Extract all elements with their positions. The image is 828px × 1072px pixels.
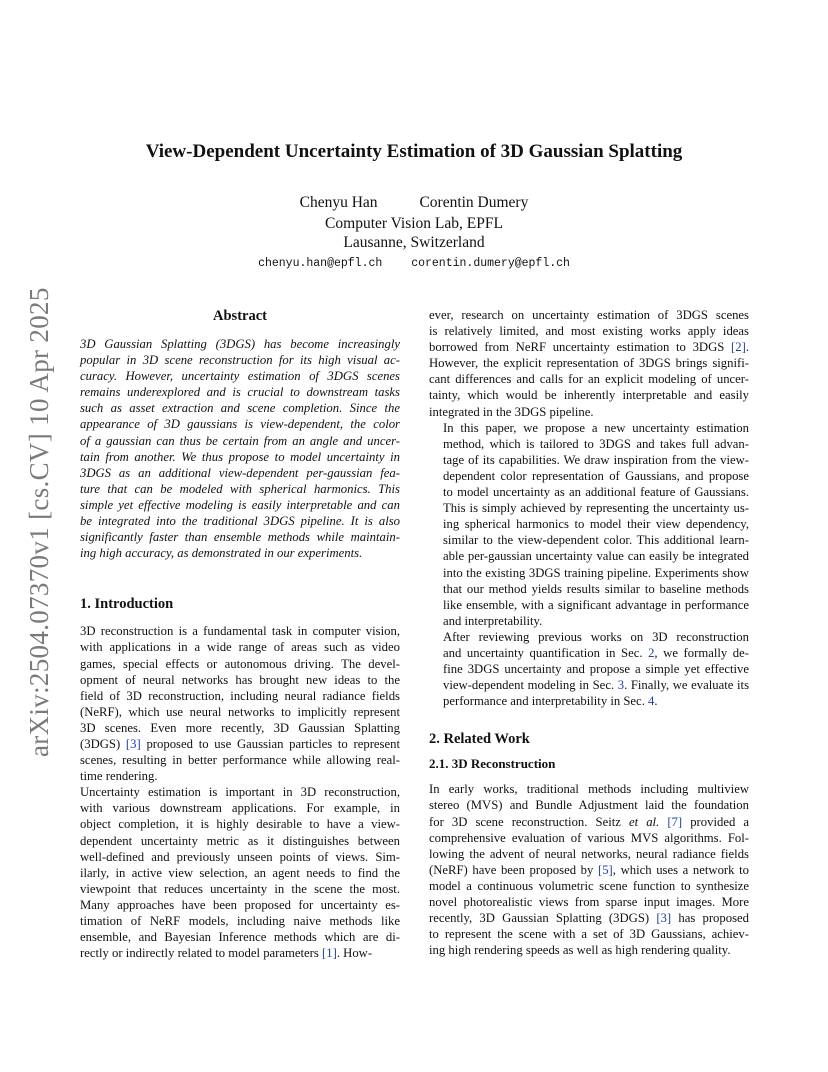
text-line: However, the explicit representation of 3DGS brings signifi- — [429, 356, 749, 371]
citation-link[interactable]: [1] — [322, 946, 337, 961]
text-fragment: . — [654, 694, 658, 709]
text-line: tage of its capabilities. We draw inspiration from the view- — [443, 452, 749, 467]
text-line: popular in 3D scene reconstruction for its high visual ac- — [80, 353, 400, 368]
text-line: ilarly, in active view selection, an agent needs to find the — [80, 865, 400, 880]
text-line: ing high rendering speeds as well as high rendering quality. — [429, 943, 731, 958]
text-line — [80, 945, 400, 961]
intro-paragraph-continued — [429, 307, 749, 420]
text-line — [429, 339, 749, 355]
text-line: comprehensive evaluation of various MVS algorithms. Fol- — [429, 830, 749, 845]
citation-link[interactable]: [3] — [125, 736, 141, 751]
text-line — [429, 814, 749, 830]
citation-link[interactable]: [5] — [597, 862, 613, 877]
text-line: In this paper, we propose a new uncertainty estimation — [443, 420, 749, 435]
text-line: cant differences and calls for an explicit modeling of uncer- — [429, 372, 749, 387]
text-fragment: proposed to use Gaussian particles to represent — [140, 736, 400, 751]
citation-link[interactable]: 3 — [617, 678, 625, 693]
subsection-heading-3d-reconstruction: 2.1. 3D Reconstruction — [429, 756, 556, 772]
citation-link[interactable]: [2] — [731, 340, 746, 355]
text-line: 3D Gaussian Splatting (3DGS) has become increasingly — [80, 337, 400, 351]
text-fragment: (NeRF) have been proposed by — [429, 862, 598, 877]
text-line: be integrated into the traditional 3DGS pipeline. It is also — [80, 514, 400, 529]
text-line: and interpretability. — [443, 613, 543, 628]
text-fragment: borrowed from NeRF uncertainty estimation to 3DGS — [429, 340, 732, 355]
arxiv-identifier — [14, 285, 60, 760]
text-line: like ensemble, with a significant advantage in performance — [443, 597, 749, 612]
citation-link[interactable]: [3] — [656, 911, 672, 926]
text-line: In early works, traditional methods including multiview — [429, 782, 749, 797]
text-line: such as asset extraction and scene completion. Since the — [80, 401, 400, 416]
text-fragment: , which uses a network to — [612, 862, 749, 877]
text-line: fine 3DGS uncertainty and propose a simple yet effective — [443, 662, 749, 677]
text-fragment: provided a — [682, 814, 750, 829]
text-line: into the existing 3DGS training pipeline. Experiments show — [443, 565, 749, 580]
author-name: Chenyu Han — [299, 194, 378, 211]
italic-text: et al. — [628, 814, 660, 829]
paper-title: View-Dependent Uncertainty Estimation of 3D Gaussian Splatting — [145, 141, 683, 162]
text-line: field of 3D reconstruction, including neural radiance fields — [80, 688, 400, 703]
text-line: time rendering. — [80, 769, 158, 784]
section-heading-related-work: 2. Related Work — [429, 731, 530, 748]
text-line: method, which is tailored to 3DGS and takes full advan- — [443, 436, 749, 451]
text-line: novel photorealistic views from sparse input images. More — [429, 895, 749, 909]
text-line: remains underexplored and is crucial to downstream tasks — [80, 385, 400, 400]
text-fragment: (3DGS) — [80, 736, 126, 751]
text-line — [429, 693, 749, 709]
intro-paragraph — [429, 420, 749, 629]
related-work-paragraph — [429, 781, 749, 958]
text-fragment: rectly or indirectly related to model parameters — [80, 946, 323, 961]
text-line: ensemble, and Bayesian Inference methods which are di- — [80, 930, 400, 945]
text-fragment: has proposed — [671, 911, 749, 926]
text-line: games, special effects or autonomous driving. The devel- — [80, 656, 400, 671]
citation-link[interactable]: [7] — [667, 814, 683, 829]
abstract-heading: Abstract — [213, 308, 267, 324]
text-fragment: recently, 3D Gaussian Splatting (3DGS) — [429, 911, 657, 926]
text-fragment: . — [745, 340, 749, 355]
text-line: (NeRF), which use neural networks to implicitly represent — [80, 704, 400, 719]
text-line: of a gaussian can thus be certain from an angle and uncer- — [80, 433, 400, 448]
text-line — [429, 677, 749, 693]
text-line: integrated in the 3DGS pipeline. — [429, 404, 594, 419]
text-line: is relatively limited, and most existing works apply ideas — [429, 324, 749, 339]
author-email: corentin.dumery@epfl.ch — [411, 257, 570, 270]
text-line: This is simply achieved by representing the uncertainty us- — [443, 501, 749, 516]
text-line: stereo (MVS) and Bundle Adjustment laid the foundation — [429, 798, 749, 813]
text-line: tainty, which would be inherently interpretable and easily — [429, 388, 749, 403]
text-line: to model uncertainty as an additional feature of Gaussians. — [443, 485, 749, 500]
text-fragment: view-dependent modeling in Sec. — [443, 678, 618, 693]
text-line: with applications in a wide range of areas such as video — [80, 640, 400, 655]
text-line: to represent the scene with a set of 3D Gaussians, achiev- — [429, 927, 749, 942]
text-line: scenes, resulting in better performance while allowing real- — [80, 753, 400, 768]
author-name: Corentin Dumery — [419, 194, 529, 211]
text-line: significantly faster than ensemble methods while maintain- — [80, 530, 400, 545]
text-line: 3DGS as an additional view-dependent per-gaussian fea- — [80, 465, 400, 480]
right-column — [429, 307, 749, 958]
text-line: that our method yields results similar to baseline methods — [443, 581, 749, 596]
text-line: opment of neural networks has brought new ideas to the — [80, 672, 400, 687]
text-line: similar to the view-dependent color. This additional learn- — [443, 533, 749, 548]
arxiv-identifier-text: arXiv:2504.07370v1 [cs.CV] 10 Apr 2025 — [24, 287, 54, 757]
location: Lausanne, Switzerland — [343, 234, 485, 251]
text-line: timation of NeRF models, including naive methods like — [80, 914, 400, 928]
text-line: After reviewing previous works on 3D reconstruction — [443, 629, 749, 644]
text-line: ing spherical harmonics to model their view dependency, — [443, 517, 749, 532]
text-line: dependent color representation of Gaussians, and propose — [443, 468, 749, 483]
author-list — [0, 194, 828, 212]
text-line: tain from another. We thus propose to model uncertainty in — [80, 449, 400, 464]
email-list — [0, 257, 828, 270]
text-fragment: , we formally de- — [654, 645, 749, 660]
text-line: Many approaches have been proposed for uncertainty es- — [80, 897, 400, 912]
text-line: model a continuous volumetric scene function to synthesize — [429, 878, 749, 893]
text-line: simple yet effective modeling is easily interpretable and can — [80, 497, 400, 512]
left-column — [80, 306, 400, 961]
text-line: lowing the advent of neural networks, neural radiance fields — [429, 846, 749, 861]
intro-paragraph — [429, 629, 749, 709]
text-fragment: . How- — [336, 946, 373, 961]
text-line — [429, 862, 749, 878]
text-line — [80, 736, 400, 752]
intro-paragraph — [80, 784, 400, 961]
text-line — [429, 910, 749, 926]
citation-link[interactable]: 2 — [648, 645, 655, 660]
text-line: appearance of 3D gaussians is view-dependent, the color — [80, 417, 400, 432]
text-line: ture that can be modeled with spherical harmonics. This — [80, 481, 400, 496]
text-fragment: performance and interpretability in Sec. — [443, 694, 649, 709]
citation-link[interactable]: 4 — [648, 694, 655, 709]
text-line: object completion, it is highly desirable to have a view- — [80, 817, 400, 832]
text-line: viewpoint that reduces uncertainty in the scene the most. — [80, 881, 400, 896]
text-line: 3D scenes. Even more recently, 3D Gaussian Splatting — [80, 720, 400, 735]
text-fragment: and uncertainty quantification in Sec. — [443, 645, 649, 660]
text-line: Uncertainty estimation is important in 3D reconstruction, — [80, 785, 400, 800]
text-fragment: for 3D scene reconstruction. Seitz — [429, 814, 629, 829]
intro-paragraph — [80, 623, 400, 784]
author-email: chenyu.han@epfl.ch — [258, 257, 383, 270]
text-line: dependent uncertainty metric as it distinguishes between — [80, 833, 400, 848]
text-line: with various downstream applications. For example, in — [80, 801, 400, 816]
text-line — [429, 645, 749, 661]
arxiv-identifier-svg — [14, 285, 60, 760]
text-line: well-defined and previously unseen points of views. Sim- — [80, 849, 400, 864]
text-line: 3D reconstruction is a fundamental task in computer vision, — [80, 624, 400, 639]
abstract-text — [80, 336, 400, 561]
text-line: able per-gaussian uncertainty value can easily be integrated — [443, 549, 749, 564]
text-line: ing high accuracy, as demonstrated in our experiments. — [80, 546, 363, 561]
section-heading-introduction: 1. Introduction — [80, 596, 174, 613]
text-line: curacy. However, uncertainty estimation of 3DGS scenes — [80, 369, 400, 384]
affiliation: Computer Vision Lab, EPFL — [325, 215, 503, 232]
text-line: ever, research on uncertainty estimation of 3DGS scenes — [429, 308, 749, 322]
text-fragment: . Finally, we evaluate its — [624, 678, 750, 693]
